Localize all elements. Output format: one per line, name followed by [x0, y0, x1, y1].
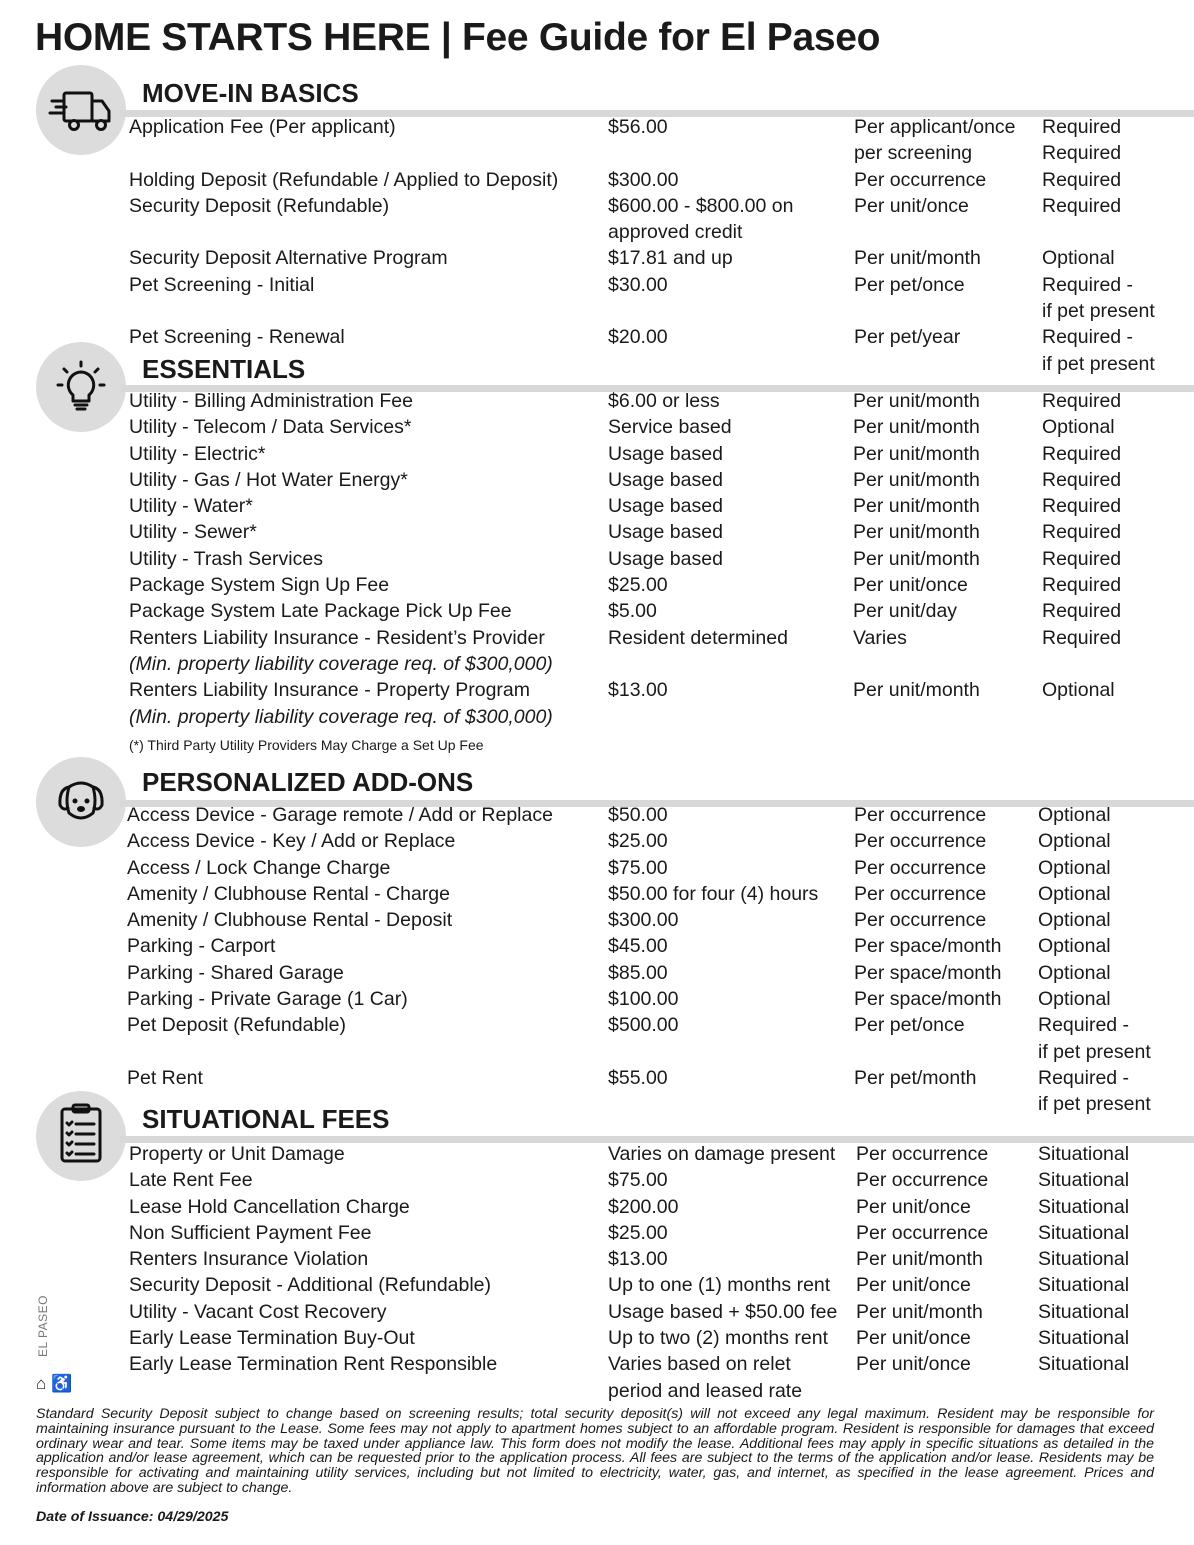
fee-name: [129, 625, 608, 678]
fee-name: [127, 881, 608, 907]
fee-name: [129, 245, 608, 271]
fee-name: [129, 677, 608, 730]
fee-label: Parking - Shared Garage: [127, 961, 344, 984]
section-title: SITUATIONAL FEES: [142, 1104, 390, 1134]
fee-frequency: Varies: [853, 626, 907, 649]
fee-label: Application Fee (Per applicant): [129, 116, 396, 138]
fee-amount: Varies on damage present: [608, 1143, 836, 1165]
fee-amount: $45.00: [608, 935, 668, 958]
fee-row: [0, 960, 1194, 986]
utility-footnote: (*) Third Party Utility Providers May Charge a Set Up Fee: [129, 737, 484, 753]
fee-name: [129, 388, 608, 414]
fee-label: Holding Deposit (Refundable / Applied to Deposit): [129, 168, 559, 191]
fee-note: (Min. property liability coverage req. of $300,000): [129, 705, 553, 728]
fee-label: Early Lease Termination Buy-Out: [129, 1327, 415, 1350]
fee-amount: $85.00: [608, 961, 668, 984]
fee-status: Optional: [1038, 988, 1111, 1011]
fee-status: Required - if pet present: [1038, 1014, 1151, 1063]
fee-name: [129, 167, 608, 193]
fee-amount: $600.00 - $800.00 on approved credit: [608, 194, 794, 244]
fee-row: [0, 467, 1194, 493]
fee-frequency: Per pet/once: [854, 1014, 965, 1037]
fee-label: Utility - Telecom / Data Services*: [129, 416, 412, 439]
fee-row: [0, 802, 1194, 828]
fee-row: [0, 546, 1194, 572]
fee-name: [129, 467, 608, 493]
fee-status: Required: [1042, 468, 1122, 491]
fee-label: Renters Insurance Violation: [129, 1248, 369, 1271]
fee-amount: $50.00: [608, 804, 668, 826]
fee-status: Required: [1042, 390, 1122, 412]
fee-name: [129, 519, 608, 545]
fee-name: [129, 493, 608, 519]
fee-amount: Usage based: [608, 442, 723, 465]
fee-label: Amenity / Clubhouse Rental - Charge: [127, 882, 450, 905]
fee-name: [129, 1194, 608, 1220]
fee-frequency: Per occurrence: [854, 856, 987, 879]
fee-status: Situational: [1038, 1143, 1130, 1165]
equal-housing-accessibility-icons: ⌂ ♿: [36, 1374, 73, 1393]
fee-amount: Resident determined: [608, 626, 788, 649]
fee-amount: Usage based + $50.00 fee: [608, 1300, 838, 1323]
fee-frequency: Per occurrence: [854, 882, 987, 905]
fee-label: Non Sufficient Payment Fee: [129, 1221, 372, 1244]
fee-name: [129, 193, 608, 246]
fee-status: Situational: [1038, 1327, 1130, 1350]
fee-name: [129, 272, 608, 325]
fee-name: [127, 855, 608, 881]
fee-name: [129, 114, 608, 167]
fee-name: [129, 1246, 608, 1272]
fee-name: [129, 572, 608, 598]
fee-row: [0, 1325, 1194, 1351]
fee-frequency: Per applicant/once per screening: [854, 116, 1016, 165]
fee-status: Optional: [1038, 830, 1111, 853]
fee-row: [0, 1246, 1194, 1272]
fee-row: [0, 114, 1194, 167]
fee-row: [0, 441, 1194, 467]
fee-label: Package System Late Package Pick Up Fee: [129, 600, 512, 623]
fee-amount: $25.00: [608, 830, 668, 853]
fee-label: Utility - Gas / Hot Water Energy*: [129, 468, 408, 491]
fee-status: Situational: [1038, 1221, 1130, 1244]
fee-label: Lease Hold Cancellation Charge: [129, 1195, 410, 1218]
fee-label: Security Deposit (Refundable): [129, 194, 390, 217]
section-title: MOVE-IN BASICS: [142, 78, 359, 108]
fee-amount: Usage based: [608, 547, 723, 570]
fee-name: [129, 1299, 608, 1325]
fee-status: Required Required: [1042, 116, 1122, 165]
fee-status: Situational: [1038, 1274, 1130, 1297]
fee-amount: Up to one (1) months rent: [608, 1274, 831, 1297]
fee-frequency: Per occurrence: [856, 1221, 989, 1244]
fee-status: Situational: [1038, 1169, 1130, 1192]
fee-amount: $75.00: [608, 856, 668, 879]
fee-label: Late Rent Fee: [129, 1169, 253, 1192]
fee-frequency: Per unit/once: [856, 1195, 971, 1218]
fee-frequency: Per unit/month: [853, 416, 980, 439]
fee-name: [129, 1351, 608, 1404]
fee-frequency: Per space/month: [854, 935, 1002, 958]
fee-amount: $300.00: [608, 168, 679, 191]
fee-frequency: Per occurrence: [854, 830, 987, 853]
fee-status: Optional: [1038, 882, 1111, 905]
fee-row: [0, 1141, 1194, 1167]
fee-amount: $75.00: [608, 1169, 668, 1192]
fee-row: [0, 245, 1194, 271]
fee-row: [0, 167, 1194, 193]
fee-name: [129, 1220, 608, 1246]
fee-row: [0, 625, 1194, 678]
fee-name: [127, 986, 608, 1012]
fee-status: Required: [1042, 574, 1122, 597]
fee-status: Optional: [1038, 935, 1111, 958]
fee-label: Utility - Sewer*: [129, 521, 257, 544]
section-title: PERSONALIZED ADD-ONS: [142, 767, 474, 797]
fee-row: [0, 272, 1194, 325]
fee-status: Situational: [1038, 1353, 1130, 1376]
fee-amount: Usage based: [608, 521, 723, 544]
fee-label: Parking - Private Garage (1 Car): [127, 988, 408, 1011]
fee-note: (Min. property liability coverage req. of $300,000): [129, 652, 553, 675]
fee-row: [0, 598, 1194, 624]
fee-status: Required: [1042, 495, 1122, 518]
fee-amount: $17.81 and up: [608, 247, 733, 270]
fee-row: [0, 519, 1194, 545]
fee-status: Required - if pet present: [1042, 326, 1155, 375]
fee-amount: Varies based on relet period and leased rate: [608, 1353, 803, 1402]
fee-status: Required: [1042, 547, 1122, 570]
fee-amount: $200.00: [608, 1195, 679, 1218]
fee-frequency: Per unit/month: [853, 547, 980, 570]
fee-amount: $5.00: [608, 600, 657, 623]
fee-row: [0, 1012, 1194, 1065]
fee-status: Optional: [1038, 804, 1111, 826]
fee-amount: $56.00: [608, 116, 668, 138]
fee-label: Property or Unit Damage: [129, 1143, 345, 1165]
fee-amount: Usage based: [608, 468, 723, 491]
fee-label: Package System Sign Up Fee: [129, 574, 390, 597]
fee-amount: $55.00: [608, 1066, 668, 1089]
fee-status: Situational: [1038, 1195, 1130, 1218]
fee-frequency: Per occurrence: [854, 168, 987, 191]
fee-label: Utility - Vacant Cost Recovery: [129, 1300, 387, 1323]
fee-label: Access Device - Key / Add or Replace: [127, 830, 456, 853]
fee-label: Security Deposit Alternative Program: [129, 247, 448, 270]
fee-name: [129, 441, 608, 467]
fee-name: [127, 907, 608, 933]
fee-label: Renters Liability Insurance - Resident’s Provider: [129, 626, 545, 649]
fee-amount: $25.00: [608, 1221, 668, 1244]
fee-frequency: Per unit/day: [853, 600, 958, 623]
fee-name: [129, 1272, 608, 1298]
fee-amount: $13.00: [608, 1248, 668, 1271]
fee-frequency: Per unit/month: [853, 495, 980, 518]
fee-label: Utility - Billing Administration Fee: [129, 390, 413, 412]
issuance-date: Date of Issuance: 04/29/2025: [36, 1509, 229, 1525]
fee-frequency: Per unit/month: [856, 1248, 983, 1271]
fee-frequency: Per unit/month: [854, 247, 981, 270]
fee-label: Pet Screening - Initial: [129, 273, 315, 296]
fee-frequency: Per space/month: [854, 961, 1002, 984]
fee-amount: $13.00: [608, 679, 668, 702]
fee-frequency: Per unit/once: [856, 1327, 971, 1350]
fee-amount: Up to two (2) months rent: [608, 1327, 829, 1350]
fee-amount: Usage based: [608, 495, 723, 518]
fee-row: [0, 828, 1194, 854]
fee-label: Utility - Trash Services: [129, 547, 323, 570]
fee-status: Optional: [1038, 961, 1111, 984]
fee-row: [0, 1167, 1194, 1193]
fee-label: Pet Deposit (Refundable): [127, 1014, 346, 1037]
fee-frequency: Per pet/once: [854, 273, 965, 296]
brand-logo: EL PASEO: [36, 1294, 51, 1358]
fee-amount: $100.00: [608, 988, 679, 1011]
fee-row: [0, 1299, 1194, 1325]
fee-frequency: Per unit/once: [856, 1274, 971, 1297]
fee-frequency: Per unit/month: [856, 1300, 983, 1323]
fee-frequency: Per unit/month: [853, 442, 980, 465]
fee-label: Parking - Carport: [127, 935, 276, 958]
fee-status: Required: [1042, 168, 1122, 191]
fee-row: [0, 1194, 1194, 1220]
fee-row: [0, 986, 1194, 1012]
fee-name: [129, 598, 608, 624]
fee-amount: $6.00 or less: [608, 390, 720, 412]
fee-label: Access Device - Garage remote / Add or Replace: [127, 804, 553, 826]
fee-amount: $300.00: [608, 909, 679, 932]
fee-frequency: Per occurrence: [856, 1169, 989, 1192]
fee-row: [0, 1220, 1194, 1246]
fee-status: Optional: [1042, 247, 1115, 270]
fee-status: Situational: [1038, 1248, 1130, 1271]
fee-row: [0, 933, 1194, 959]
fee-row: [0, 1351, 1194, 1404]
fee-frequency: Per unit/once: [854, 194, 969, 217]
fee-label: Utility - Water*: [129, 495, 253, 518]
fee-label: Pet Rent: [127, 1066, 203, 1089]
fee-status: Situational: [1038, 1300, 1130, 1323]
fee-frequency: Per unit/month: [853, 468, 980, 491]
fee-amount: $500.00: [608, 1014, 679, 1037]
fee-row: [0, 1272, 1194, 1298]
fee-status: Required - if pet present: [1038, 1066, 1151, 1116]
fee-name: [127, 802, 608, 828]
fee-name: [127, 828, 608, 854]
fee-frequency: Per unit/once: [853, 574, 968, 597]
page-title: HOME STARTS HERE | Fee Guide for El Paseo: [35, 16, 881, 59]
fee-name: [129, 1167, 608, 1193]
fee-status: Required: [1042, 600, 1122, 623]
fee-name: [127, 933, 608, 959]
fee-frequency: Per occurrence: [854, 909, 987, 932]
fee-name: [129, 1325, 608, 1351]
fee-status: Required: [1042, 626, 1122, 649]
fee-row: [0, 881, 1194, 907]
fee-status: Optional: [1042, 416, 1115, 439]
fee-status: Optional: [1042, 679, 1115, 702]
fee-row: [0, 193, 1194, 246]
fee-row: [0, 493, 1194, 519]
fee-frequency: Per unit/month: [853, 390, 980, 412]
fee-row: [0, 907, 1194, 933]
fee-frequency: Per unit/once: [856, 1353, 971, 1376]
fee-row: [0, 388, 1194, 414]
fee-frequency: Per unit/month: [853, 679, 980, 702]
fee-frequency: Per pet/month: [854, 1066, 977, 1089]
fee-frequency: Per occurrence: [856, 1143, 989, 1165]
fee-status: Optional: [1038, 856, 1111, 879]
fee-status: Optional: [1038, 909, 1111, 932]
fee-status: Required: [1042, 442, 1122, 465]
fee-label: Amenity / Clubhouse Rental - Deposit: [127, 909, 453, 932]
fee-row: [0, 414, 1194, 440]
fee-row: [0, 677, 1194, 730]
fee-frequency: Per space/month: [854, 988, 1002, 1011]
fee-frequency: Per unit/month: [853, 521, 980, 544]
fee-row: [0, 855, 1194, 881]
fee-amount: $30.00: [608, 273, 668, 296]
fee-name: [129, 414, 608, 440]
fee-label: Pet Screening - Renewal: [129, 326, 345, 349]
fee-label: Early Lease Termination Rent Responsible: [129, 1353, 498, 1376]
fee-label: Access / Lock Change Charge: [127, 856, 391, 879]
fee-name: [127, 960, 608, 986]
fee-row: [0, 572, 1194, 598]
fee-status: Required: [1042, 194, 1122, 217]
fee-amount: $20.00: [608, 326, 668, 349]
fee-label: Utility - Electric*: [129, 442, 266, 465]
fee-name: [129, 1141, 608, 1167]
fee-amount: Service based: [608, 416, 732, 439]
fee-amount: $25.00: [608, 574, 668, 597]
fee-name: [127, 1012, 608, 1065]
fee-amount: $50.00 for four (4) hours: [608, 882, 819, 905]
fee-status: Required: [1042, 521, 1122, 544]
disclaimer: Standard Security Deposit subject to change based on screening results; total security deposit(s) will not exceed any legal maximum. Resident may be responsible for maintaining insurance pursuant to the Lease. Some fees may not apply to apartment homes subject to an affordable program. Resident is responsible for damages that exceed ordinary wear and tear. Some items may be taxed under appliance law. This form does not modify the lease. Additional fees may apply in specific situations as detailed in the application and/or lease agreement, which can be requested prior to the application process. All fees are subject to the terms of the application and/or lease. Residents may be responsible for activating and maintaining utility services, including but not limited to electricity, water, gas, and internet, as specified in the lease agreement. Prices and information above are subject to change.: [36, 1406, 1154, 1496]
section-title: ESSENTIALS: [142, 354, 306, 384]
fee-frequency: Per pet/year: [854, 326, 961, 349]
fee-label: Renters Liability Insurance - Property Program: [129, 679, 530, 702]
fee-frequency: Per occurrence: [854, 804, 987, 826]
fee-status: Required - if pet present: [1042, 273, 1155, 323]
fee-name: [129, 546, 608, 572]
fee-label: Security Deposit - Additional (Refundable): [129, 1274, 492, 1297]
